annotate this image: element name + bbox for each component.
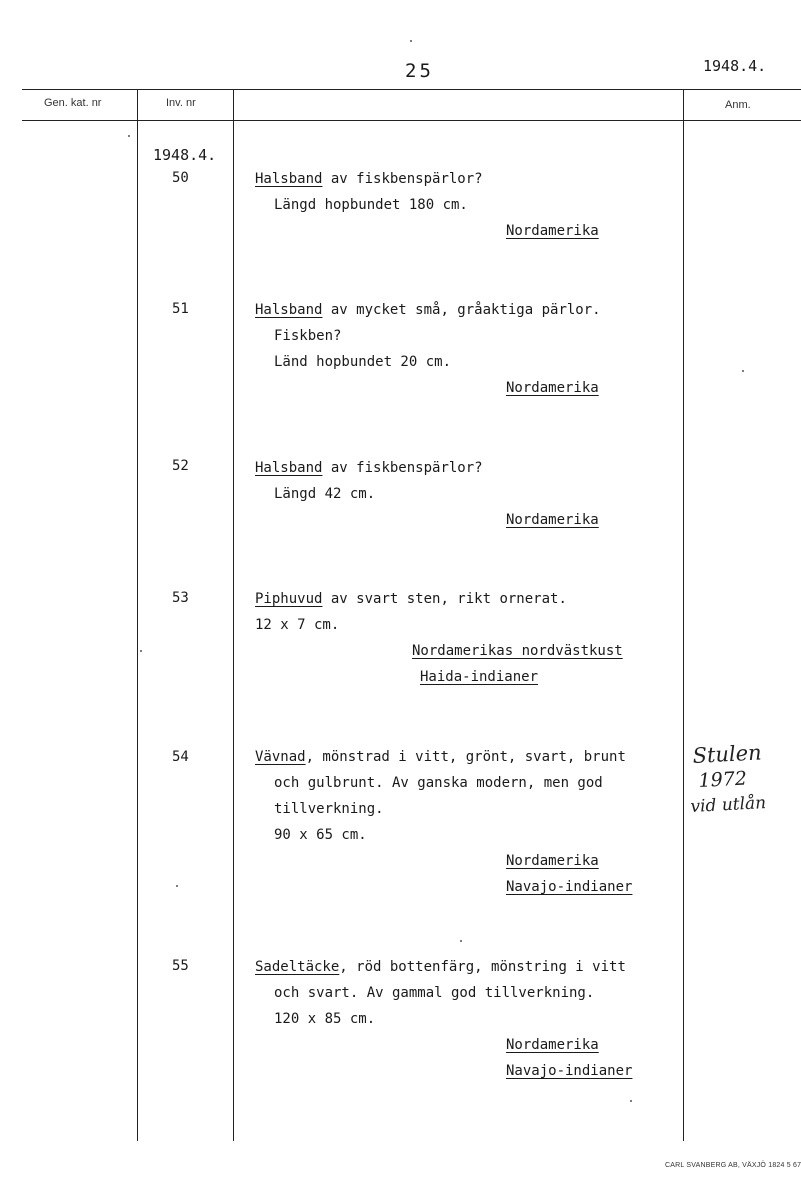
entry-detail-line: och gulbrunt. Av ganska modern, men god [274, 775, 603, 791]
scan-speck [128, 135, 130, 137]
scan-speck [140, 650, 142, 652]
entry-origin: Nordamerika [506, 380, 599, 396]
inventory-number: 53 [172, 590, 189, 606]
inventory-number: 50 [172, 170, 189, 186]
entry-title: Halsband [255, 171, 323, 187]
entry-title: Halsband [255, 460, 323, 476]
inventory-number: 52 [172, 458, 189, 474]
handwritten-annotation-line: 1972 [698, 767, 748, 792]
entry-detail-line: 12 x 7 cm. [255, 617, 340, 633]
printer-imprint: CARL SVANBERG AB, VÄXJÖ 1824 5 67 [665, 1162, 801, 1169]
entry-origin: Nordamerika [506, 223, 599, 239]
scan-speck [176, 885, 178, 887]
inventory-number: 55 [172, 958, 189, 974]
column-divider-1 [137, 89, 138, 1141]
inventory-number: 51 [172, 301, 189, 317]
entry-detail-line: och svart. Av gammal god tillverkning. [274, 985, 595, 1001]
inventory-number: 54 [172, 749, 189, 765]
entry-description-line [255, 166, 483, 192]
entry-detail-line: 120 x 85 cm. [274, 1011, 376, 1027]
table-header-rule [22, 120, 801, 121]
entry-title: Halsband [255, 302, 323, 318]
entry-origin: Nordamerika [506, 1037, 599, 1053]
entry-origin: Nordamerikas nordvästkust [412, 643, 623, 659]
handwritten-annotation-line: Stulen [692, 740, 763, 768]
entry-description-line [255, 297, 601, 323]
column-header-inv: Inv. nr [166, 97, 196, 109]
page-number: 25 [405, 60, 434, 82]
scan-speck [410, 40, 412, 42]
column-divider-3 [683, 89, 684, 1141]
entry-detail-line: Fiskben? [274, 328, 342, 344]
entry-title-rest: , mönstrad i vitt, grönt, svart, brunt [305, 749, 626, 765]
entry-title-rest: av fiskbenspärlor? [322, 171, 483, 187]
entry-title-rest: av fiskbenspärlor? [322, 460, 483, 476]
entry-origin: Navajo-indianer [506, 1063, 633, 1079]
handwritten-annotation-line: vid utlån [690, 793, 767, 817]
column-header-anm: Anm. [725, 99, 751, 111]
entry-title: Vävnad [255, 749, 306, 765]
entry-title-rest: , röd bottenfärg, mönstring i vitt [339, 959, 626, 975]
entry-title: Sadeltäcke [255, 959, 340, 975]
entry-detail-line: tillverkning. [274, 801, 384, 817]
accession-number-header: 1948.4. [703, 57, 767, 75]
entry-description-line [255, 455, 483, 481]
scan-speck [630, 1100, 632, 1102]
scan-speck [460, 940, 462, 942]
entry-description-line [255, 586, 567, 612]
entry-description-line [255, 744, 626, 770]
entry-origin: Nordamerika [506, 853, 599, 869]
column-header-gen-kat: Gen. kat. nr [44, 97, 102, 109]
entry-origin: Navajo-indianer [506, 879, 633, 895]
scan-speck [742, 370, 744, 372]
entry-detail-line: Längd hopbundet 180 cm. [274, 197, 468, 213]
entry-description-line [255, 954, 626, 980]
entry-detail-line: Länd hopbundet 20 cm. [274, 354, 452, 370]
entry-origin: Haida-indianer [420, 669, 539, 685]
column-divider-2 [233, 89, 234, 1141]
entry-origin: Nordamerika [506, 512, 599, 528]
entry-title-rest: av svart sten, rikt ornerat. [322, 591, 567, 607]
table-top-rule [22, 89, 801, 90]
entry-title: Piphuvud [255, 591, 323, 607]
entry-title-rest: av mycket små, gråaktiga pärlor. [322, 302, 601, 318]
group-accession-label: 1948.4. [153, 146, 217, 164]
entry-detail-line: 90 x 65 cm. [274, 827, 367, 843]
entry-detail-line: Längd 42 cm. [274, 486, 376, 502]
